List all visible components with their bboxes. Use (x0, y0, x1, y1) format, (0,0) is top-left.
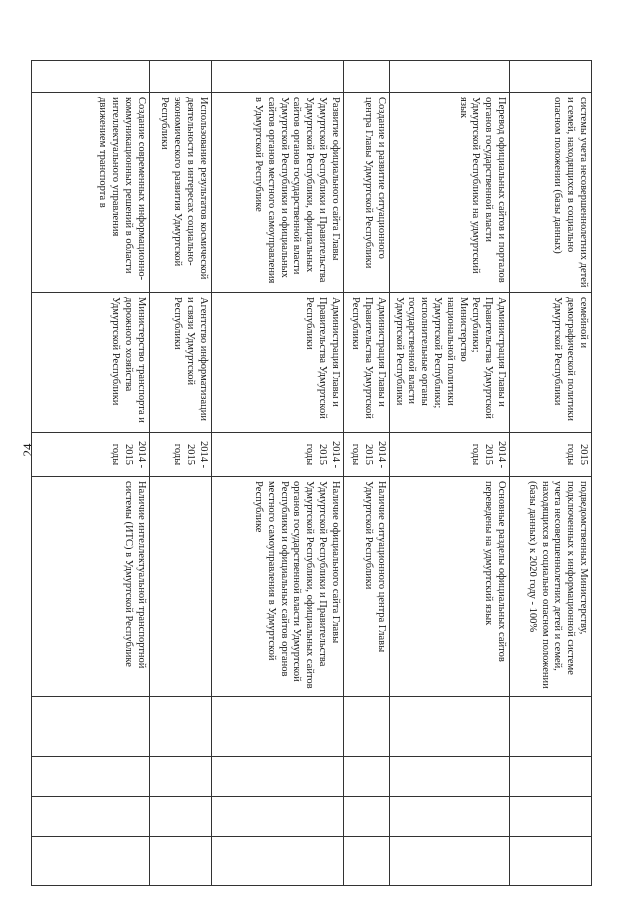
indicator-cell (31, 797, 149, 837)
indicator-cell (343, 837, 389, 886)
row-number-cell (510, 61, 592, 93)
years-cell: 2014 - 2015 годы (211, 433, 343, 477)
indicator-cell (389, 757, 509, 797)
years-cell: 2014 - 2015 годы (389, 433, 509, 477)
indicator-cell (343, 697, 389, 757)
table-row (389, 61, 509, 886)
indicator-cell (389, 697, 509, 757)
activity-name-cell: Создание современных информационно-коммуникационных решений в области интеллектуального управления движением транспорта в (31, 93, 149, 293)
table-row (343, 61, 389, 886)
indicator-cell (510, 697, 592, 757)
indicator-cell (389, 797, 509, 837)
result-cell: Основные разделы официальных сайтов переведены на удмуртский язык (389, 477, 509, 697)
years-cell: 2014 - 2015 годы (343, 433, 389, 477)
indicator-cell (343, 757, 389, 797)
executor-cell: Администрация Главы и Правительства Удмуртской Республики (343, 293, 389, 433)
row-number-cell (343, 61, 389, 93)
indicator-cell (211, 797, 343, 837)
activity-name-cell: системы учета несовершеннолетних детей и семей, находящихся в социально опасном положении (базы данных) (510, 93, 592, 293)
indicator-cell (31, 757, 149, 797)
executor-cell: Агентство информатизации и связи Удмуртской Республики (149, 293, 211, 433)
indicator-cell (343, 797, 389, 837)
indicator-cell (211, 757, 343, 797)
result-cell: подведомственных Министерству, подключенных к информационной системе учета несовершеннолетних детей и семей, находящихся в социально опасном положении (базы данных) к 2020 году - 100% (510, 477, 592, 697)
table-row (149, 61, 211, 886)
activity-name-cell: Перевод официальных сайтов и порталов органов государственной власти Удмуртской Республики на удмуртский язык (389, 93, 509, 293)
table-row (211, 61, 343, 886)
indicator-cell (31, 837, 149, 886)
indicator-cell (389, 837, 509, 886)
years-cell: 2014 - 2015 годы (31, 433, 149, 477)
indicator-cell (510, 757, 592, 797)
years-cell: 2015 годы (510, 433, 592, 477)
table-row (31, 61, 149, 886)
indicator-cell (510, 797, 592, 837)
years-cell: 2014 - 2015 годы (149, 433, 211, 477)
result-cell: Наличие интеллектуальной транспортной системы (ИТС) в Удмуртской Республике (31, 477, 149, 697)
result-cell: Наличие ситуационного центра Главы Удмуртской Республики (343, 477, 389, 697)
row-number-cell (389, 61, 509, 93)
table-row (510, 61, 592, 886)
indicator-cell (149, 757, 211, 797)
row-number-cell (211, 61, 343, 93)
indicator-cell (149, 837, 211, 886)
activity-name-cell: Использование результатов космической деятельности в интересах социально-экономического развития Удмуртской Республики (149, 93, 211, 293)
indicator-cell (31, 697, 149, 757)
row-number-cell (149, 61, 211, 93)
indicator-cell (149, 697, 211, 757)
executor-cell: Администрация Главы и Правительства Удмуртской Республики; Министерство национальной политики Удмуртской Республики; исполнительные органы государственной власти Удмуртской Республики (389, 293, 509, 433)
rotated-document-page (27, 60, 592, 885)
indicator-cell (510, 837, 592, 886)
executor-cell: семейной и демографической политики Удмуртской Республики (510, 293, 592, 433)
indicator-cell (211, 837, 343, 886)
activity-name-cell: Создание и развитие ситуационного центра Главы Удмуртской Республики (343, 93, 389, 293)
executor-cell: Администрация Главы и Правительства Удмуртской Республики (211, 293, 343, 433)
result-cell: Наличие официального сайта Главы Удмуртской Республики и Правительства Удмуртской Республики, официальных сайтов органов государственной власти Удмуртской Республики и официальных сайтов органов местного самоуправления в Удмуртской Республике (211, 477, 343, 697)
page-number: 24 (20, 443, 35, 457)
executor-cell: Министерство транспорта и дорожного хозяйства Удмуртской Республики (31, 293, 149, 433)
indicator-cell (149, 797, 211, 837)
result-cell (149, 477, 211, 697)
activity-name-cell: Развитие официального сайта Главы Удмуртской Республики и Правительства Удмуртской Республики, официальных сайтов органов государственной власти Удмуртской Республики и официальных сайтов органов местного самоуправления в Удмуртской Республике (211, 93, 343, 293)
program-activities-table (31, 60, 592, 886)
row-number-cell (31, 61, 149, 93)
indicator-cell (211, 697, 343, 757)
